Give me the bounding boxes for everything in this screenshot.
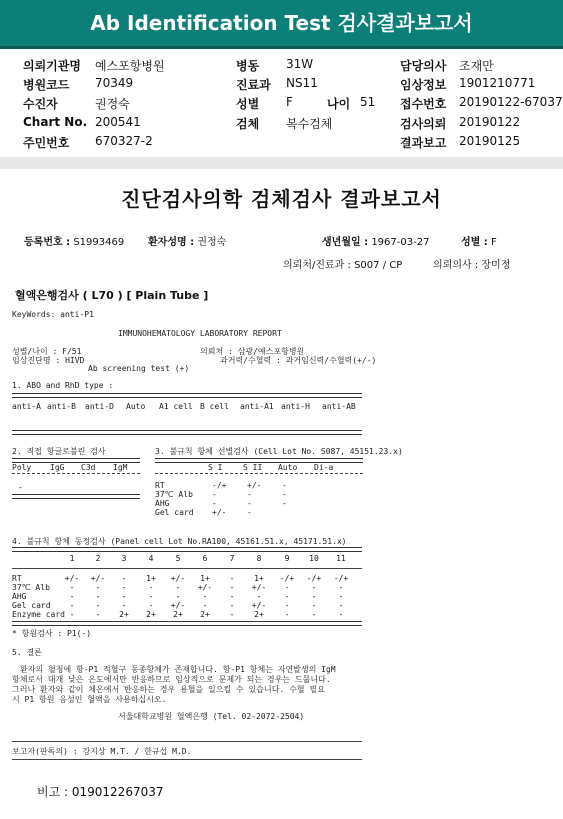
blood-bank-contact: 서울대학교병원 혈액은행 (Tel. 02-2072-2504) [118, 712, 305, 721]
abo-col-header: anti-B [47, 402, 76, 411]
irr-cell: -/+ [212, 481, 227, 490]
dat-value: - [18, 483, 23, 492]
irr-cell: - [282, 490, 287, 499]
irr-cell: - [282, 499, 287, 508]
reg-label: 등록번호 : [24, 237, 71, 248]
receipt-label: 접수번호 [400, 97, 447, 111]
ward-dept-row [283, 256, 402, 271]
abo-bottom-rule [12, 430, 362, 435]
ident-cell: - [311, 601, 317, 610]
reg-value: S1993469 [73, 237, 125, 248]
ident-cell: - [69, 583, 75, 592]
conclusion-line: 시 P1 항원 음성인 혈액을 사용하십시오. [12, 695, 167, 704]
irr-cell: - [247, 490, 252, 499]
clinical-diagnosis: 임상진단명 : HIVD [12, 356, 85, 365]
ident-cell: - [69, 601, 75, 610]
ident-bottom-rule [12, 621, 362, 626]
irr-col-header: Auto [278, 463, 298, 472]
ident-col-header: 7 [229, 554, 235, 563]
ident-cell: - [69, 592, 75, 601]
ident-cell: - [121, 574, 127, 583]
ident-col-header: 1 [69, 554, 75, 563]
ident-row-label: 37℃ Alb [12, 583, 50, 592]
abo-col-header: Auto [126, 402, 146, 411]
dob-row [322, 233, 429, 248]
remark-value: 019012267037 [71, 785, 164, 799]
ident-cell: - [175, 583, 181, 592]
requested-by: 의뢰처 : 삼광/예스포항병원 [200, 347, 305, 356]
ident-col-header: 10 [309, 554, 319, 563]
report-date-value: 20190125 [459, 134, 521, 148]
irr-row-label: Gel card [155, 508, 194, 517]
doctor-value: 조재만 [459, 59, 494, 73]
irr-row-label: 37℃ Alb [155, 490, 193, 499]
abo-col-header: B cell [200, 402, 229, 411]
ident-cell: 2+ [254, 610, 264, 619]
recipient-value: 권정숙 [95, 97, 130, 111]
conclusion-line: 환자의 혈청에 항-P1 적혈구 동종항체가 존재합니다. 항-P1 항체는 자연발생의 IgM [20, 665, 336, 674]
dat-title: 2. 직접 항글로불린 검사 [12, 447, 106, 456]
specimen-label: 검체 [236, 117, 260, 131]
ward-dept-label: 의뢰처/진료과 : [283, 260, 351, 271]
request-value: 20190122 [459, 115, 521, 129]
abo-title: 1. ABO and RhD type : [12, 381, 114, 390]
ident-col-header: 8 [256, 554, 262, 563]
ident-cell: +/- [170, 601, 186, 610]
dat-col-header: IgM [113, 463, 128, 472]
clinical-value: 1901210771 [459, 76, 536, 90]
report-title: 진단검사의학 검체검사 결과보고서 [121, 187, 442, 211]
ident-cell: 1+ [146, 574, 156, 583]
ordering-doctor-value: 장미정 [481, 260, 511, 271]
sex-age: 성별/나이 : F/51 [12, 347, 82, 356]
abo-col-header: anti-AB [322, 402, 356, 411]
abo-col-header: anti-A1 [240, 402, 274, 411]
ident-row-label: RT [12, 574, 22, 583]
abo-top-rule [12, 393, 362, 398]
ident-cell: - [121, 583, 127, 592]
ident-col-header: 4 [148, 554, 154, 563]
ident-cell: +/- [251, 601, 267, 610]
ident-row-label: Gel card [12, 601, 51, 610]
patient-name-row [148, 233, 226, 248]
ident-cell: - [148, 601, 154, 610]
remark-row [37, 783, 164, 800]
ident-col-header: 9 [284, 554, 290, 563]
ident-cell: - [121, 601, 127, 610]
ident-cell: - [338, 592, 344, 601]
ident-row-label: AHG [12, 592, 27, 601]
ident-cell: - [284, 601, 290, 610]
ident-cell: +/- [90, 574, 106, 583]
ident-cell: 1+ [254, 574, 264, 583]
dob-value: 1967-03-27 [371, 237, 430, 248]
ident-cell: -/+ [279, 574, 295, 583]
ident-cell: - [95, 583, 101, 592]
ident-cell: - [148, 583, 154, 592]
ident-cell: -/+ [306, 574, 322, 583]
ident-cell: 2+ [173, 610, 183, 619]
irr-cell: - [247, 499, 252, 508]
ident-cell: - [175, 592, 181, 601]
ordering-doctor-row [433, 256, 510, 271]
specimen-value: 복수검체 [286, 117, 333, 131]
ident-cell: - [202, 592, 208, 601]
ident-cell: - [148, 592, 154, 601]
ward-value: 31W [286, 57, 314, 71]
ident-row-label: Enzyme card [12, 610, 65, 619]
ident-cell: - [229, 583, 235, 592]
abo-col-header: anti-A [12, 402, 41, 411]
ward-label: 병동 [236, 59, 260, 73]
transfusion-history: 과거력/수혈력 : 과거임신력/수혈력(+/-) [220, 356, 377, 365]
scanned-report [0, 169, 563, 819]
hospital-code-value: 70349 [95, 76, 134, 90]
irr-row-label: AHG [155, 499, 170, 508]
receipt-value: 20190122-67037 [459, 95, 563, 109]
request-label: 검사의뢰 [400, 117, 447, 131]
ident-cell: - [69, 610, 75, 619]
ident-cell: 2+ [146, 610, 156, 619]
reporter-bottom-rule [12, 759, 362, 760]
ident-cell: - [311, 583, 317, 592]
ident-cell: - [311, 592, 317, 601]
ident-cell: - [121, 592, 127, 601]
irr-mid-rule [155, 473, 363, 474]
conclusion-line: 항체로서 대개 낮은 온도에서만 반응하므로 임상적으로 문제가 되는 경우는 드뭅니다. [12, 675, 331, 684]
screening-result: Ab screening test (+) [88, 364, 190, 373]
ident-cell: - [338, 610, 344, 619]
ident-col-header: 11 [336, 554, 346, 563]
irr-title: 3. 불규칙 항체 선별검사 (Cell Lot No. S087, 45151.23.x) [155, 447, 403, 456]
irr-cell: +/- [247, 481, 262, 490]
resident-label: 주민번호 [23, 136, 70, 150]
ident-cell: - [284, 583, 290, 592]
abo-col-header: A1 cell [159, 402, 193, 411]
lab-report-title: IMMUNOHEMATOLOGY LABORATORY REPORT [118, 329, 282, 338]
report-banner: Ab Identification Test 검사결과보고서 [0, 0, 563, 49]
remark-label: 비고 : [37, 785, 69, 799]
chart-label: Chart No. [23, 115, 88, 129]
ident-title: 4. 불규칙 항체 동정검사 (Panel cell Lot No.RA100, 45161.51.x, 45171.51.x) [12, 537, 347, 546]
doctor-label: 담당의사 [400, 59, 447, 73]
ident-cell: - [229, 574, 235, 583]
report-sex-label: 성별 : [461, 237, 488, 248]
ident-col-header: 2 [95, 554, 101, 563]
ident-cell: - [229, 610, 235, 619]
conclusion-title: 5. 결론 [12, 648, 42, 657]
antigen-note: * 항원검사 : P1(-) [12, 629, 92, 638]
ident-cell: - [95, 601, 101, 610]
dat-col-header: Poly [12, 463, 32, 472]
keywords: KeyWords: anti-P1 [12, 310, 94, 319]
ident-cell: - [338, 601, 344, 610]
ident-cell: - [256, 592, 262, 601]
header-info [0, 46, 563, 157]
ident-cell: - [338, 583, 344, 592]
abo-col-header: anti-D [85, 402, 114, 411]
reg-row [24, 233, 124, 248]
ident-cell: 2+ [200, 610, 210, 619]
reporter-rule [12, 741, 362, 742]
dat-col-header: IgG [50, 463, 65, 472]
institution-label: 의뢰기관명 [23, 59, 81, 73]
ident-col-header: 3 [121, 554, 127, 563]
age-value: 51 [360, 95, 376, 109]
ward-dept-value: S007 / CP [354, 260, 403, 271]
dob-label: 생년월일 : [322, 237, 369, 248]
reporter: 보고자(판독의) : 강지상 M.T. / 한규섭 M.D. [12, 747, 192, 756]
report-date-label: 결과보고 [400, 136, 447, 150]
ident-col-header: 6 [202, 554, 208, 563]
hospital-code-label: 병원코드 [23, 78, 70, 92]
dept-label: 진료과 [236, 78, 271, 92]
ident-cell: -/+ [333, 574, 349, 583]
ident-cell: +/- [251, 583, 267, 592]
irr-col-header: S II [243, 463, 263, 472]
ident-cell: - [95, 592, 101, 601]
conclusion-line: 그러나 환자와 같이 체온에서 반응하는 경우 용혈을 일으킬 수 있습니다. 수혈 필요 [12, 685, 325, 694]
ident-cell: - [95, 610, 101, 619]
dat-col-header: C3d [81, 463, 96, 472]
ordering-doctor-label: 의뢰의사 : [433, 260, 479, 271]
irr-row-label: RT [155, 481, 165, 490]
recipient-label: 수진자 [23, 97, 58, 111]
irr-cell: +/- [212, 508, 227, 517]
ident-cell: - [284, 610, 290, 619]
ident-cell: +/- [64, 574, 80, 583]
section-divider [0, 157, 563, 169]
abo-col-header: anti-H [281, 402, 310, 411]
irr-cell: - [247, 508, 252, 517]
ident-cell: - [229, 592, 235, 601]
ident-cell: 2+ [119, 610, 129, 619]
dept-value: NS11 [286, 76, 318, 90]
sex-value: F [286, 95, 293, 109]
clinical-label: 임상정보 [400, 78, 447, 92]
dat-mid-rule [12, 473, 140, 474]
resident-value: 670327-2 [95, 134, 153, 148]
irr-col-header: S I [208, 463, 223, 472]
ident-top-rule [12, 547, 362, 552]
patient-name-label: 환자성명 : [148, 237, 195, 248]
ident-cell: - [229, 601, 235, 610]
dat-bottom-rule [12, 494, 140, 499]
ident-mid-rule [12, 568, 362, 569]
blood-bank-section-title: 혈액은행검사 ( L70 ) [ Plain Tube ] [15, 289, 209, 302]
chart-value: 200541 [95, 115, 141, 129]
patient-name-value: 권정숙 [197, 237, 227, 248]
irr-col-header: Di-a [314, 463, 334, 472]
report-sex-value: F [491, 237, 497, 248]
ident-cell: - [284, 592, 290, 601]
age-label: 나이 [327, 97, 351, 111]
ident-cell: - [202, 601, 208, 610]
ident-cell: +/- [197, 583, 213, 592]
irr-cell: - [212, 499, 217, 508]
ident-cell: 1+ [200, 574, 210, 583]
ident-col-header: 5 [175, 554, 181, 563]
ident-cell: - [311, 610, 317, 619]
report-sex-row [461, 233, 497, 248]
irr-cell: - [212, 490, 217, 499]
sex-label: 성별 [236, 97, 260, 111]
irr-cell: - [282, 481, 287, 490]
ident-cell: +/- [170, 574, 186, 583]
institution-value: 예스포항병원 [95, 59, 165, 73]
